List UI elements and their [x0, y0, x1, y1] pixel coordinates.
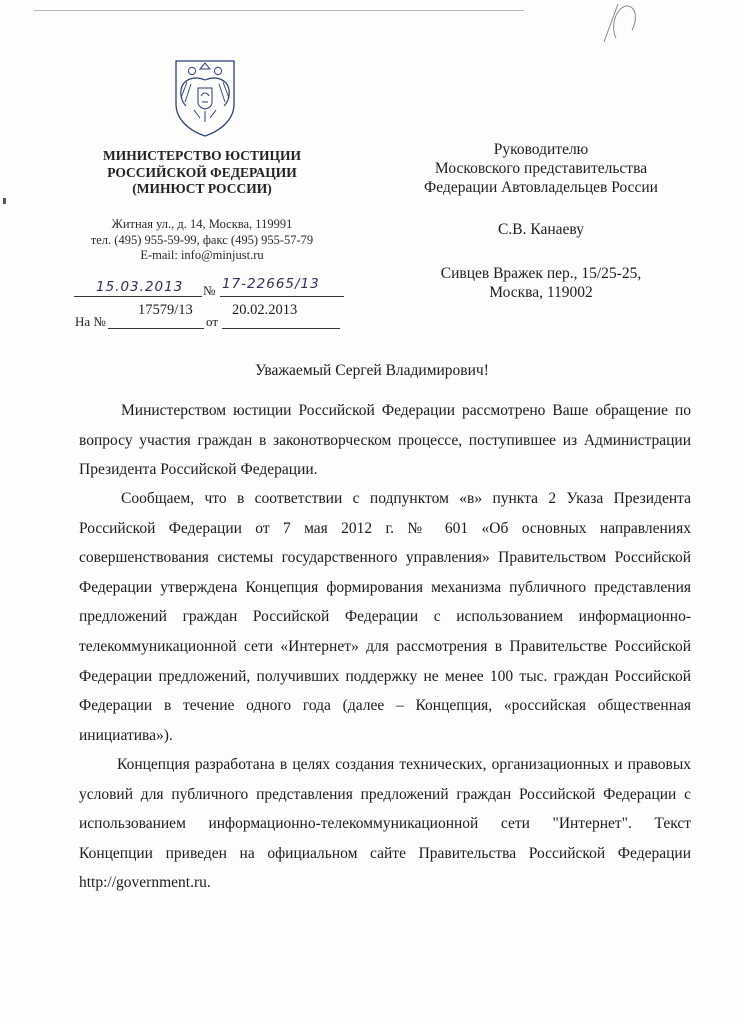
- registration-number-line: [220, 296, 344, 297]
- recipient-address: [386, 264, 696, 302]
- ministry-short-name: (МИНЮСТ РОССИИ): [132, 181, 272, 196]
- in-reply-date: 20.02.2013: [232, 302, 298, 318]
- ministry-name-line2: РОССИЙСКОЙ ФЕДЕРАЦИИ: [107, 164, 297, 180]
- in-reply-label: На №: [75, 314, 106, 329]
- recipient-block: [386, 140, 696, 197]
- scan-edge-line: [34, 10, 524, 11]
- ministry-phones: тел. (495) 955-59-99, факс (495) 955-57-79: [90, 232, 314, 247]
- ministry-address: Житная ул., д. 14, Москва, 119991: [111, 217, 293, 231]
- recipient-title-line2: Московского представительства: [434, 160, 648, 177]
- in-reply-date-line: [222, 328, 340, 329]
- recipient-address-line1: Сивцев Вражек пер., 15/25-25,: [440, 265, 642, 282]
- in-reply-number: 17579/13: [138, 302, 193, 318]
- in-reply-number-line: [108, 328, 204, 329]
- margin-dot: [3, 198, 6, 204]
- registration-date-line: [74, 296, 202, 297]
- in-reply-from-label: от: [206, 314, 219, 329]
- registration-number-label: №: [203, 283, 216, 298]
- paragraph-2: Сообщаем, что в соответствии с подпунктом «в» пункта 2 Указа Президента Российской Федерации от 7 мая 2012 г. № 601 «Об основных направлениях совершенствования системы государственного управления» Правительством Российской Федерации утверждена Концепция формирования механизма публичного представления предложений граждан Российской Федерации с использованием информационно-телекоммуникационной сети «Интернет» для рассмотрения в Правительстве Российской Федерации предложений, получивших поддержку не менее 100 тыс. граждан Российской Федерации в течение одного года (далее – Концепция, «российская общественная инициатива»).: [79, 490, 691, 744]
- paragraph-3: Концепция разработана в целях создания технических, организационных и правовых условий для публичного представления предложений граждан Российской Федерации с использованием информационно-телекоммуникационной сети "Интернет". Текст Концепции приведен на официальном сайте Правительства Российской Федерации http://government.ru.: [79, 756, 691, 892]
- ministry-contacts: [78, 217, 326, 264]
- paragraph-1: Министерством юстиции Российской Федерации рассмотрено Ваше обращение по вопросу участия граждан в законотворческом процессе, поступившее из Администрации Президента Российской Федерации.: [79, 402, 691, 479]
- recipient-address-line2: Москва, 119002: [489, 284, 593, 301]
- corner-handwritten-mark: [596, 0, 642, 48]
- registration-number: 17-22665/13: [222, 276, 320, 292]
- recipient-title-line3: Федерации Автовладельцев России: [424, 179, 658, 196]
- recipient-name: С.В. Канаеву: [498, 221, 584, 238]
- coat-of-arms-emblem: [172, 58, 238, 138]
- recipient-title-line1: Руководителю: [493, 141, 589, 158]
- salutation: Уважаемый Сергей Владимирович!: [255, 362, 489, 379]
- ministry-name: [78, 148, 326, 198]
- ministry-name-line1: МИНИСТЕРСТВО ЮСТИЦИИ: [102, 148, 301, 163]
- registration-date: 15.03.2013: [96, 279, 184, 295]
- ministry-email: E-mail: info@minjust.ru: [140, 248, 264, 262]
